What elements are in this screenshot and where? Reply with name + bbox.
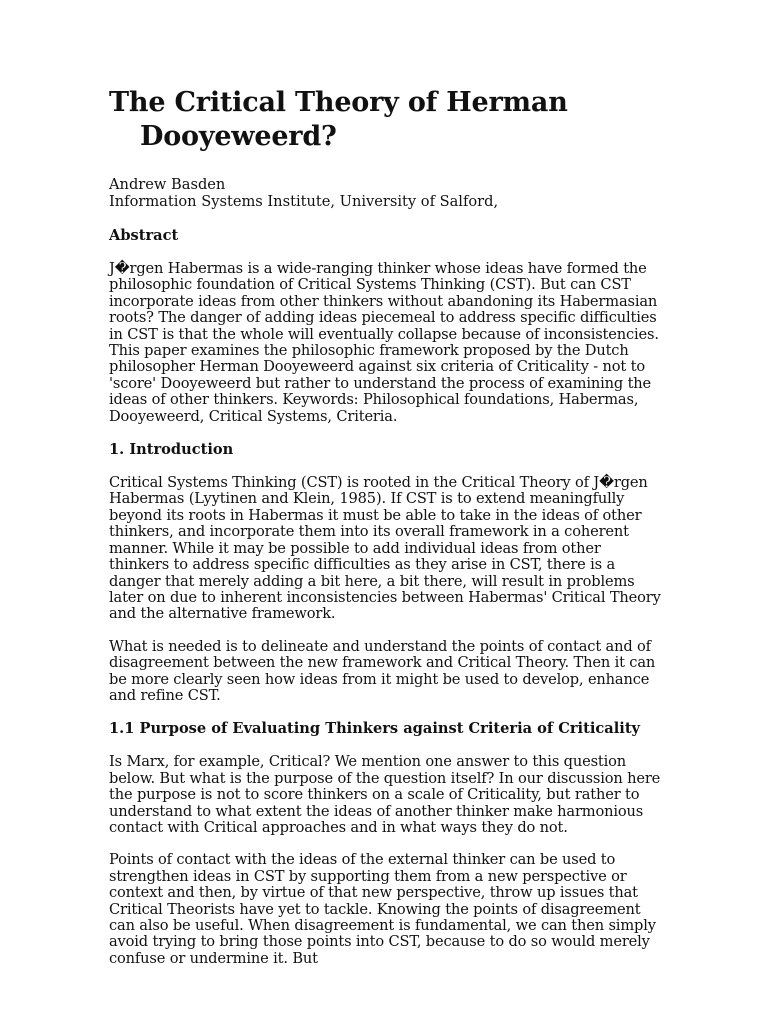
paper-title: [109, 86, 661, 154]
section-1-1-paragraph-1: Is Marx, for example, Critical? We mention one answer to this question below. But what is the purpose of the question itself? In our discussion here the purpose is not to score thinkers on a scale of Criticality, but rather to understand to what extent the ideas of another thinker make harmonious contact with Critical approaches and in what ways they do not.: [109, 753, 661, 836]
abstract-heading: Abstract: [109, 227, 179, 244]
introduction-paragraph-2: What is needed is to delineate and understand the points of contact and of disagreement between the new framework and Critical Theory. Then it can be more clearly seen how ideas from it might be used to develop, enhance and refine CST.: [109, 637, 656, 704]
paper-title-line-1: The Critical Theory of Herman: [109, 87, 568, 118]
author-block: [109, 176, 661, 210]
document-page: [109, 86, 661, 983]
introduction-heading: 1. Introduction: [109, 441, 234, 459]
author-affiliation: Information Systems Institute, University of Salford,: [109, 193, 499, 210]
abstract-text: J�rgen Habermas is a wide-ranging thinker whose ideas have formed the philosophic foundation of Critical Systems Thinking (CST). But can CST incorporate ideas from other thinkers without abandoning its Habermasian roots? The danger of adding ideas piecemeal to address specific difficulties in CST is that the whole will eventually collapse because of inconsistencies. This paper examines the philosophic framework proposed by the Dutch philosopher Herman Dooyeweerd against six criteria of Criticality - not to 'score' Dooyeweerd but rather to understand the process of examining the ideas of other thinkers. Keywords: Philosophical foundations, Habermas, Dooyeweerd, Critical Systems, Criteria.: [109, 260, 659, 425]
author-name: Andrew Basden: [109, 176, 226, 193]
introduction-paragraph-1: Critical Systems Thinking (CST) is rooted in the Critical Theory of J�rgen Habermas (Lyytinen and Klein, 1985). If CST is to extend meaningfully beyond its roots in Habermas it must be able to take in the ideas of other thinkers, and incorporate them into its overall framework in a coherent manner. While it may be possible to add individual ideas from other thinkers to address specific difficulties as they arise in CST, there is a danger that merely adding a bit here, a bit there, will result in problems later on due to inherent inconsistencies between Habermas' Critical Theory and the alternative framework.: [109, 474, 661, 623]
section-1-1-paragraph-2: Points of contact with the ideas of the external thinker can be used to strengthen ideas in CST by supporting them from a new perspective or context and then, by virtue of that new perspective, throw up issues that Critical Theorists have yet to tackle. Knowing the points of disagreement can also be useful. When disagreement is fundamental, we can then simply avoid trying to bring those points into CST, because to do so would merely confuse or undermine it. But: [109, 851, 656, 967]
paper-title-line-2: Dooyeweerd?: [140, 121, 337, 152]
section-1-1-heading: 1.1 Purpose of Evaluating Thinkers against Criteria of Criticality: [109, 720, 641, 738]
